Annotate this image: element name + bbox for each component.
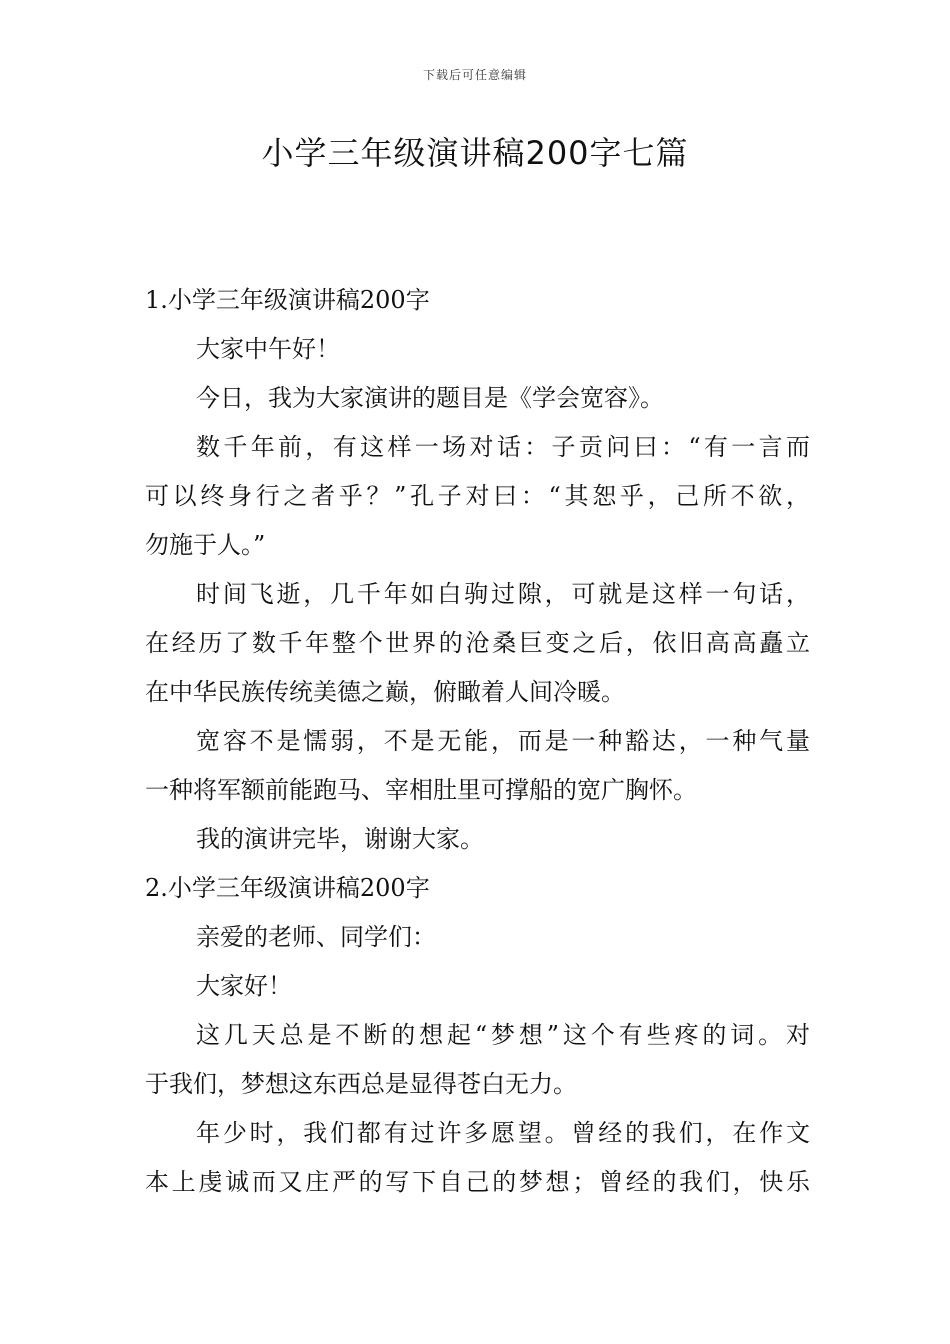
paragraph-line: 年少时，我们都有过许多愿望。曾经的我们，在作文 (196, 1119, 810, 1147)
paragraph-line: 时间飞逝，几千年如白驹过隙，可就是这样一句话， (196, 580, 810, 608)
paragraph-line: 勿施于人。” (145, 531, 266, 559)
paragraph-line: 我的演讲完毕，谢谢大家。 (196, 825, 484, 853)
paragraph-line: 大家中午好！ (196, 335, 340, 363)
paragraph-line: 这几天总是不断的想起“梦想”这个有些疼的词。对 (196, 1021, 810, 1049)
paragraph-line: 亲爱的老师、同学们： (196, 923, 436, 951)
paragraph-line: 大家好！ (196, 972, 292, 1000)
paragraph-line: 可以终身行之者乎？”孔子对曰：“其恕乎，己所不欲， (145, 482, 810, 510)
paragraph-line: 本上虔诚而又庄严的写下自己的梦想；曾经的我们，快乐 (145, 1168, 810, 1196)
paragraph-line: 一种将军额前能跑马、宰相肚里可撑船的宽广胸怀。 (145, 776, 697, 804)
document-title: 小学三年级演讲稿200字七篇 (261, 134, 689, 172)
paragraph-line: 于我们，梦想这东西总是显得苍白无力。 (145, 1070, 577, 1098)
section-heading: 2.小学三年级演讲稿200字 (145, 874, 430, 902)
section-heading: 1.小学三年级演讲稿200字 (145, 286, 430, 314)
document-body (145, 276, 810, 1207)
paragraph-line: 今日，我为大家演讲的题目是《学会宽容》。 (196, 384, 664, 412)
paragraph-line: 在中华民族传统美德之巅，俯瞰着人间冷暖。 (145, 678, 625, 706)
header-note: 下载后可任意编辑 (422, 68, 527, 82)
paragraph-line: 宽容不是懦弱，不是无能，而是一种豁达，一种气量 (196, 727, 810, 755)
paragraph-line: 在经历了数千年整个世界的沧桑巨变之后，依旧高高矗立 (145, 629, 810, 657)
paragraph-line: 数千年前，有这样一场对话：子贡问曰：“有一言而 (196, 433, 810, 461)
